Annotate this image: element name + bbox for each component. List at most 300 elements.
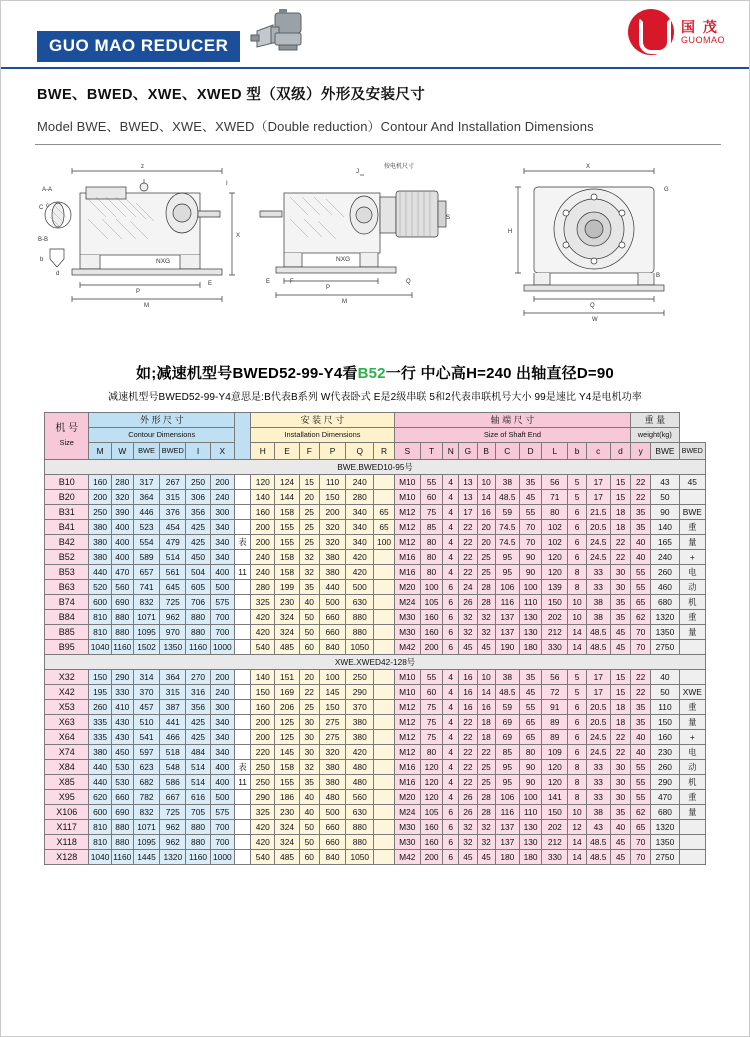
table-row <box>45 685 706 700</box>
cell: 8 <box>568 760 586 775</box>
cell: 260 <box>651 565 679 580</box>
cell: 22 <box>631 685 651 700</box>
cell: 102 <box>542 535 568 550</box>
cell: 275 <box>319 730 345 745</box>
svg-text:B-B: B-B <box>38 237 49 243</box>
cell: 120 <box>420 775 442 790</box>
cell: 340 <box>210 535 234 550</box>
cell: 240 <box>210 685 234 700</box>
cell: 430 <box>111 715 133 730</box>
cell: 17 <box>586 490 610 505</box>
cell: 8 <box>568 775 586 790</box>
row-model: X64 <box>45 730 89 745</box>
cell: 880 <box>346 820 374 835</box>
cell: 120 <box>542 760 568 775</box>
cell: M30 <box>394 625 420 640</box>
cell: 145 <box>319 685 345 700</box>
cell: 725 <box>160 595 186 610</box>
cell: 120 <box>542 775 568 790</box>
cell: 24 <box>459 580 477 595</box>
cell: 200 <box>89 490 111 505</box>
cell: 832 <box>133 595 159 610</box>
cell: 630 <box>346 805 374 820</box>
svg-text:X: X <box>586 164 591 170</box>
cell: 30 <box>299 745 319 760</box>
cell: M20 <box>394 790 420 805</box>
cell: 55 <box>519 700 541 715</box>
cell: 30 <box>299 730 319 745</box>
cell: 26 <box>459 790 477 805</box>
cell: 25 <box>299 520 319 535</box>
table-row <box>45 730 706 745</box>
cell: 880 <box>111 835 133 850</box>
cell-weight-bwed <box>679 820 705 835</box>
cell: 340 <box>210 745 234 760</box>
cell: 300 <box>210 700 234 715</box>
cell: 4 <box>443 535 459 550</box>
cell: 45 <box>459 640 477 655</box>
cell: 324 <box>275 820 299 835</box>
cell: 10 <box>568 610 586 625</box>
cell: 466 <box>160 730 186 745</box>
cell: 110 <box>519 805 541 820</box>
cell: 4 <box>443 490 459 505</box>
cell: 48.5 <box>586 640 610 655</box>
cell: 15 <box>299 475 319 490</box>
row-model: X106 <box>45 805 89 820</box>
cell-weight-bwed <box>679 835 705 850</box>
header-contour-en: Contour Dimensions <box>89 428 235 443</box>
cell: 65 <box>519 715 541 730</box>
cell: 48.5 <box>495 490 519 505</box>
svg-text:F: F <box>290 279 294 285</box>
header-weight-bwe: BWE <box>651 443 679 460</box>
cell: 314 <box>133 670 159 685</box>
cell: 4 <box>443 475 459 490</box>
cell: 4 <box>443 730 459 745</box>
cell: 200 <box>210 670 234 685</box>
cell: 160 <box>251 505 275 520</box>
cell: 430 <box>111 730 133 745</box>
cell-weight-bwed: XWE <box>679 685 705 700</box>
logo-text-cn: 国 茂 <box>680 18 719 35</box>
svg-text:X: X <box>236 233 241 239</box>
cell: 514 <box>186 775 210 790</box>
cell <box>374 805 394 820</box>
cell: M10 <box>394 490 420 505</box>
cell: 212 <box>542 625 568 640</box>
cell: 22 <box>299 685 319 700</box>
cell: 700 <box>210 610 234 625</box>
cell: 35 <box>610 805 630 820</box>
cell: 30 <box>610 790 630 805</box>
cell: 28 <box>477 805 495 820</box>
cell: 38 <box>586 610 610 625</box>
cell: 190 <box>495 640 519 655</box>
cell: 441 <box>160 715 186 730</box>
cell: 15 <box>610 685 630 700</box>
cell: M12 <box>394 700 420 715</box>
cell: 440 <box>89 565 111 580</box>
row-model: X53 <box>45 700 89 715</box>
cell: 150 <box>651 715 679 730</box>
cell: 22 <box>459 535 477 550</box>
cell: 380 <box>319 760 345 775</box>
cell: M12 <box>394 535 420 550</box>
cell: 315 <box>160 685 186 700</box>
cell: 30 <box>610 760 630 775</box>
header-col-w: W <box>111 443 133 460</box>
cell: 340 <box>346 520 374 535</box>
cell: 45 <box>519 685 541 700</box>
cell: 700 <box>210 625 234 640</box>
cell: 324 <box>275 835 299 850</box>
cell: 169 <box>275 685 299 700</box>
cell-weight-bwed: 动 <box>679 760 705 775</box>
header-col-bwe: BWE <box>133 443 159 460</box>
cell: 380 <box>89 520 111 535</box>
cell: 250 <box>186 475 210 490</box>
cell: 340 <box>346 535 374 550</box>
table-row <box>45 850 706 865</box>
cell: 22 <box>631 670 651 685</box>
cell: 484 <box>186 745 210 760</box>
cell <box>235 580 251 595</box>
cell: 35 <box>519 475 541 490</box>
title-block <box>1 69 749 135</box>
svg-text:P: P <box>326 285 331 291</box>
row-model: X74 <box>45 745 89 760</box>
cell: 158 <box>275 565 299 580</box>
cell: 30 <box>610 580 630 595</box>
cell: 13 <box>459 475 477 490</box>
cell: 106 <box>495 790 519 805</box>
cell: 65 <box>519 730 541 745</box>
header-col-c: C <box>495 443 519 460</box>
cell <box>235 595 251 610</box>
cell: 35 <box>631 715 651 730</box>
cell: 160 <box>420 835 442 850</box>
cell: 70 <box>631 850 651 865</box>
cell: 38 <box>495 475 519 490</box>
cell: 45 <box>459 850 477 865</box>
cell: 116 <box>495 595 519 610</box>
cell: 1350 <box>160 640 186 655</box>
cell: 1071 <box>133 820 159 835</box>
cell: 16 <box>459 700 477 715</box>
header-col-r: R <box>374 443 394 460</box>
cell: 6 <box>443 625 459 640</box>
header-model <box>45 413 89 460</box>
cell-weight-bwed: 电 <box>679 565 705 580</box>
cell: 645 <box>160 580 186 595</box>
table-row <box>45 700 706 715</box>
cell: 55 <box>420 475 442 490</box>
cell: 180 <box>519 850 541 865</box>
cell: 400 <box>210 775 234 790</box>
cell: 240 <box>346 475 374 490</box>
cell: 80 <box>420 535 442 550</box>
table-row <box>45 520 706 535</box>
cell: 120 <box>420 790 442 805</box>
cell: 500 <box>319 805 345 820</box>
cell: 124 <box>275 475 299 490</box>
cell: 725 <box>160 805 186 820</box>
cell: 2750 <box>651 850 679 865</box>
cell-weight-bwed <box>679 640 705 655</box>
cell: 33 <box>586 565 610 580</box>
header-shaft-en: Size of Shaft End <box>394 428 630 443</box>
cell: 4 <box>443 745 459 760</box>
cell: 60 <box>420 685 442 700</box>
header-weight-bwed: BWED <box>679 443 705 460</box>
cell: 70 <box>631 835 651 850</box>
cell: 1095 <box>133 625 159 640</box>
cell: 523 <box>133 520 159 535</box>
cell <box>235 475 251 490</box>
cell: 280 <box>251 580 275 595</box>
header-col-d: D <box>519 443 541 460</box>
cell: 479 <box>160 535 186 550</box>
cell: 100 <box>420 580 442 595</box>
cell: 40 <box>631 745 651 760</box>
cell-weight-bwed: 量 <box>679 805 705 820</box>
cell: 450 <box>186 550 210 565</box>
header-col-bwed: BWED <box>160 443 186 460</box>
header-col-m: M <box>89 443 111 460</box>
cell: 100 <box>519 580 541 595</box>
cell: 10 <box>568 805 586 820</box>
cell <box>374 625 394 640</box>
cell: 324 <box>275 610 299 625</box>
cell: 660 <box>319 820 345 835</box>
cell: 11 <box>235 565 251 580</box>
header-columns-row <box>45 443 706 460</box>
svg-text:Q: Q <box>406 279 411 285</box>
table-row <box>45 580 706 595</box>
cell: 300 <box>210 505 234 520</box>
svg-text:A-A: A-A <box>42 187 53 193</box>
cell-weight-bwed: 量 <box>679 625 705 640</box>
cell: 59 <box>495 700 519 715</box>
cell: 660 <box>319 610 345 625</box>
cell: 160 <box>420 625 442 640</box>
cell: 72 <box>542 685 568 700</box>
cell: M42 <box>394 850 420 865</box>
svg-text:E: E <box>208 281 213 287</box>
cell: 470 <box>651 790 679 805</box>
cell: 141 <box>542 790 568 805</box>
cell: 20 <box>299 490 319 505</box>
example-note <box>1 362 749 383</box>
cell: 6 <box>443 835 459 850</box>
cell: 150 <box>319 490 345 505</box>
company-logo <box>628 9 725 55</box>
header-col-p: P <box>319 443 345 460</box>
row-model: B20 <box>45 490 89 505</box>
cell: 106 <box>495 580 519 595</box>
cell <box>235 730 251 745</box>
cell: 387 <box>160 700 186 715</box>
cell: 150 <box>542 595 568 610</box>
cell: M12 <box>394 520 420 535</box>
row-model: X85 <box>45 775 89 790</box>
cell: 32 <box>477 820 495 835</box>
cell: 125 <box>275 715 299 730</box>
cell: 100 <box>519 790 541 805</box>
cell: 4 <box>443 670 459 685</box>
cell: 145 <box>275 745 299 760</box>
cell: 22 <box>459 760 477 775</box>
cell: 28 <box>477 595 495 610</box>
cell <box>374 490 394 505</box>
cell: 50 <box>299 625 319 640</box>
cell-weight-bwed <box>679 490 705 505</box>
cell: M10 <box>394 685 420 700</box>
cell: 400 <box>111 520 133 535</box>
cell <box>235 820 251 835</box>
cell: 690 <box>111 805 133 820</box>
cell-weight-bwed <box>679 850 705 865</box>
cell: M12 <box>394 715 420 730</box>
cell: 155 <box>275 535 299 550</box>
table-row <box>45 490 706 505</box>
cell: 12 <box>568 820 586 835</box>
cell: 35 <box>299 580 319 595</box>
cell: 480 <box>346 775 374 790</box>
cell: 6 <box>443 805 459 820</box>
cell: M12 <box>394 505 420 520</box>
header-col-g: G <box>459 443 477 460</box>
cell: 520 <box>89 580 111 595</box>
cell: 14 <box>568 625 586 640</box>
cell: 230 <box>275 805 299 820</box>
cell: 22 <box>459 730 477 745</box>
cell: 150 <box>542 805 568 820</box>
cell: 420 <box>251 625 275 640</box>
row-model: X95 <box>45 790 89 805</box>
cell: 70 <box>519 535 541 550</box>
cell: 270 <box>186 670 210 685</box>
cell: 420 <box>251 820 275 835</box>
cell: 680 <box>651 595 679 610</box>
cell: 40 <box>631 535 651 550</box>
cell: 356 <box>186 505 210 520</box>
cell: 22 <box>610 745 630 760</box>
cell: 962 <box>160 610 186 625</box>
cell: 14 <box>568 835 586 850</box>
cell: 26 <box>459 805 477 820</box>
cell: 25 <box>477 775 495 790</box>
cell: 18 <box>477 730 495 745</box>
cell: 500 <box>346 580 374 595</box>
cell: 306 <box>186 490 210 505</box>
cell: 6 <box>443 610 459 625</box>
cell: 80 <box>519 745 541 760</box>
cell: 880 <box>186 625 210 640</box>
cell: 38 <box>586 595 610 610</box>
cell <box>374 835 394 850</box>
cell: 71 <box>542 490 568 505</box>
cell <box>235 835 251 850</box>
cell: 14 <box>477 685 495 700</box>
cell: 22 <box>631 490 651 505</box>
cell: 90 <box>519 550 541 565</box>
cell: 1160 <box>186 850 210 865</box>
cell: 150 <box>251 685 275 700</box>
cell: 620 <box>89 790 111 805</box>
cell: 24.5 <box>586 745 610 760</box>
cell <box>374 790 394 805</box>
cell: 50 <box>299 835 319 850</box>
cell <box>235 715 251 730</box>
table-row <box>45 535 706 550</box>
cell: 548 <box>160 760 186 775</box>
header-col-t: T <box>420 443 442 460</box>
cell: 340 <box>346 505 374 520</box>
cell: 1000 <box>210 850 234 865</box>
cell: 810 <box>89 625 111 640</box>
cell: 56 <box>542 670 568 685</box>
cell: 22 <box>459 550 477 565</box>
cell: 137 <box>495 625 519 640</box>
cell: 160 <box>651 730 679 745</box>
cell: M16 <box>394 550 420 565</box>
header-col-q: Q <box>346 443 374 460</box>
cell: 390 <box>111 505 133 520</box>
cell: 250 <box>89 505 111 520</box>
svg-text:M: M <box>144 303 149 309</box>
cell: 500 <box>319 595 345 610</box>
cell <box>374 670 394 685</box>
cell: 840 <box>319 850 345 865</box>
cell: 6 <box>568 745 586 760</box>
row-model: B84 <box>45 610 89 625</box>
cell: 105 <box>420 805 442 820</box>
cell: 575 <box>210 595 234 610</box>
cell: 1320 <box>651 820 679 835</box>
cell: 518 <box>160 745 186 760</box>
cell: 340 <box>210 730 234 745</box>
cell: 589 <box>133 550 159 565</box>
cell: 160 <box>89 475 111 490</box>
cell: 8 <box>568 790 586 805</box>
cell: 25 <box>299 505 319 520</box>
cell: 1040 <box>89 640 111 655</box>
cell: 40 <box>299 595 319 610</box>
cell: 140 <box>251 670 275 685</box>
cell: 682 <box>133 775 159 790</box>
cell: 320 <box>111 490 133 505</box>
cell: 35 <box>610 610 630 625</box>
cell: 95 <box>495 565 519 580</box>
cell <box>235 640 251 655</box>
header-col-d: d <box>610 443 630 460</box>
cell: 25 <box>477 760 495 775</box>
table-row <box>45 820 706 835</box>
cell: 33 <box>586 775 610 790</box>
cell: 660 <box>319 835 345 850</box>
cell: 6 <box>568 505 586 520</box>
cell: 130 <box>519 820 541 835</box>
cell: 1320 <box>160 850 186 865</box>
cell: 50 <box>651 490 679 505</box>
row-model: X84 <box>45 760 89 775</box>
table-header <box>45 413 706 460</box>
svg-text:z: z <box>141 164 144 170</box>
cell: 446 <box>133 505 159 520</box>
cell: 150 <box>319 700 345 715</box>
